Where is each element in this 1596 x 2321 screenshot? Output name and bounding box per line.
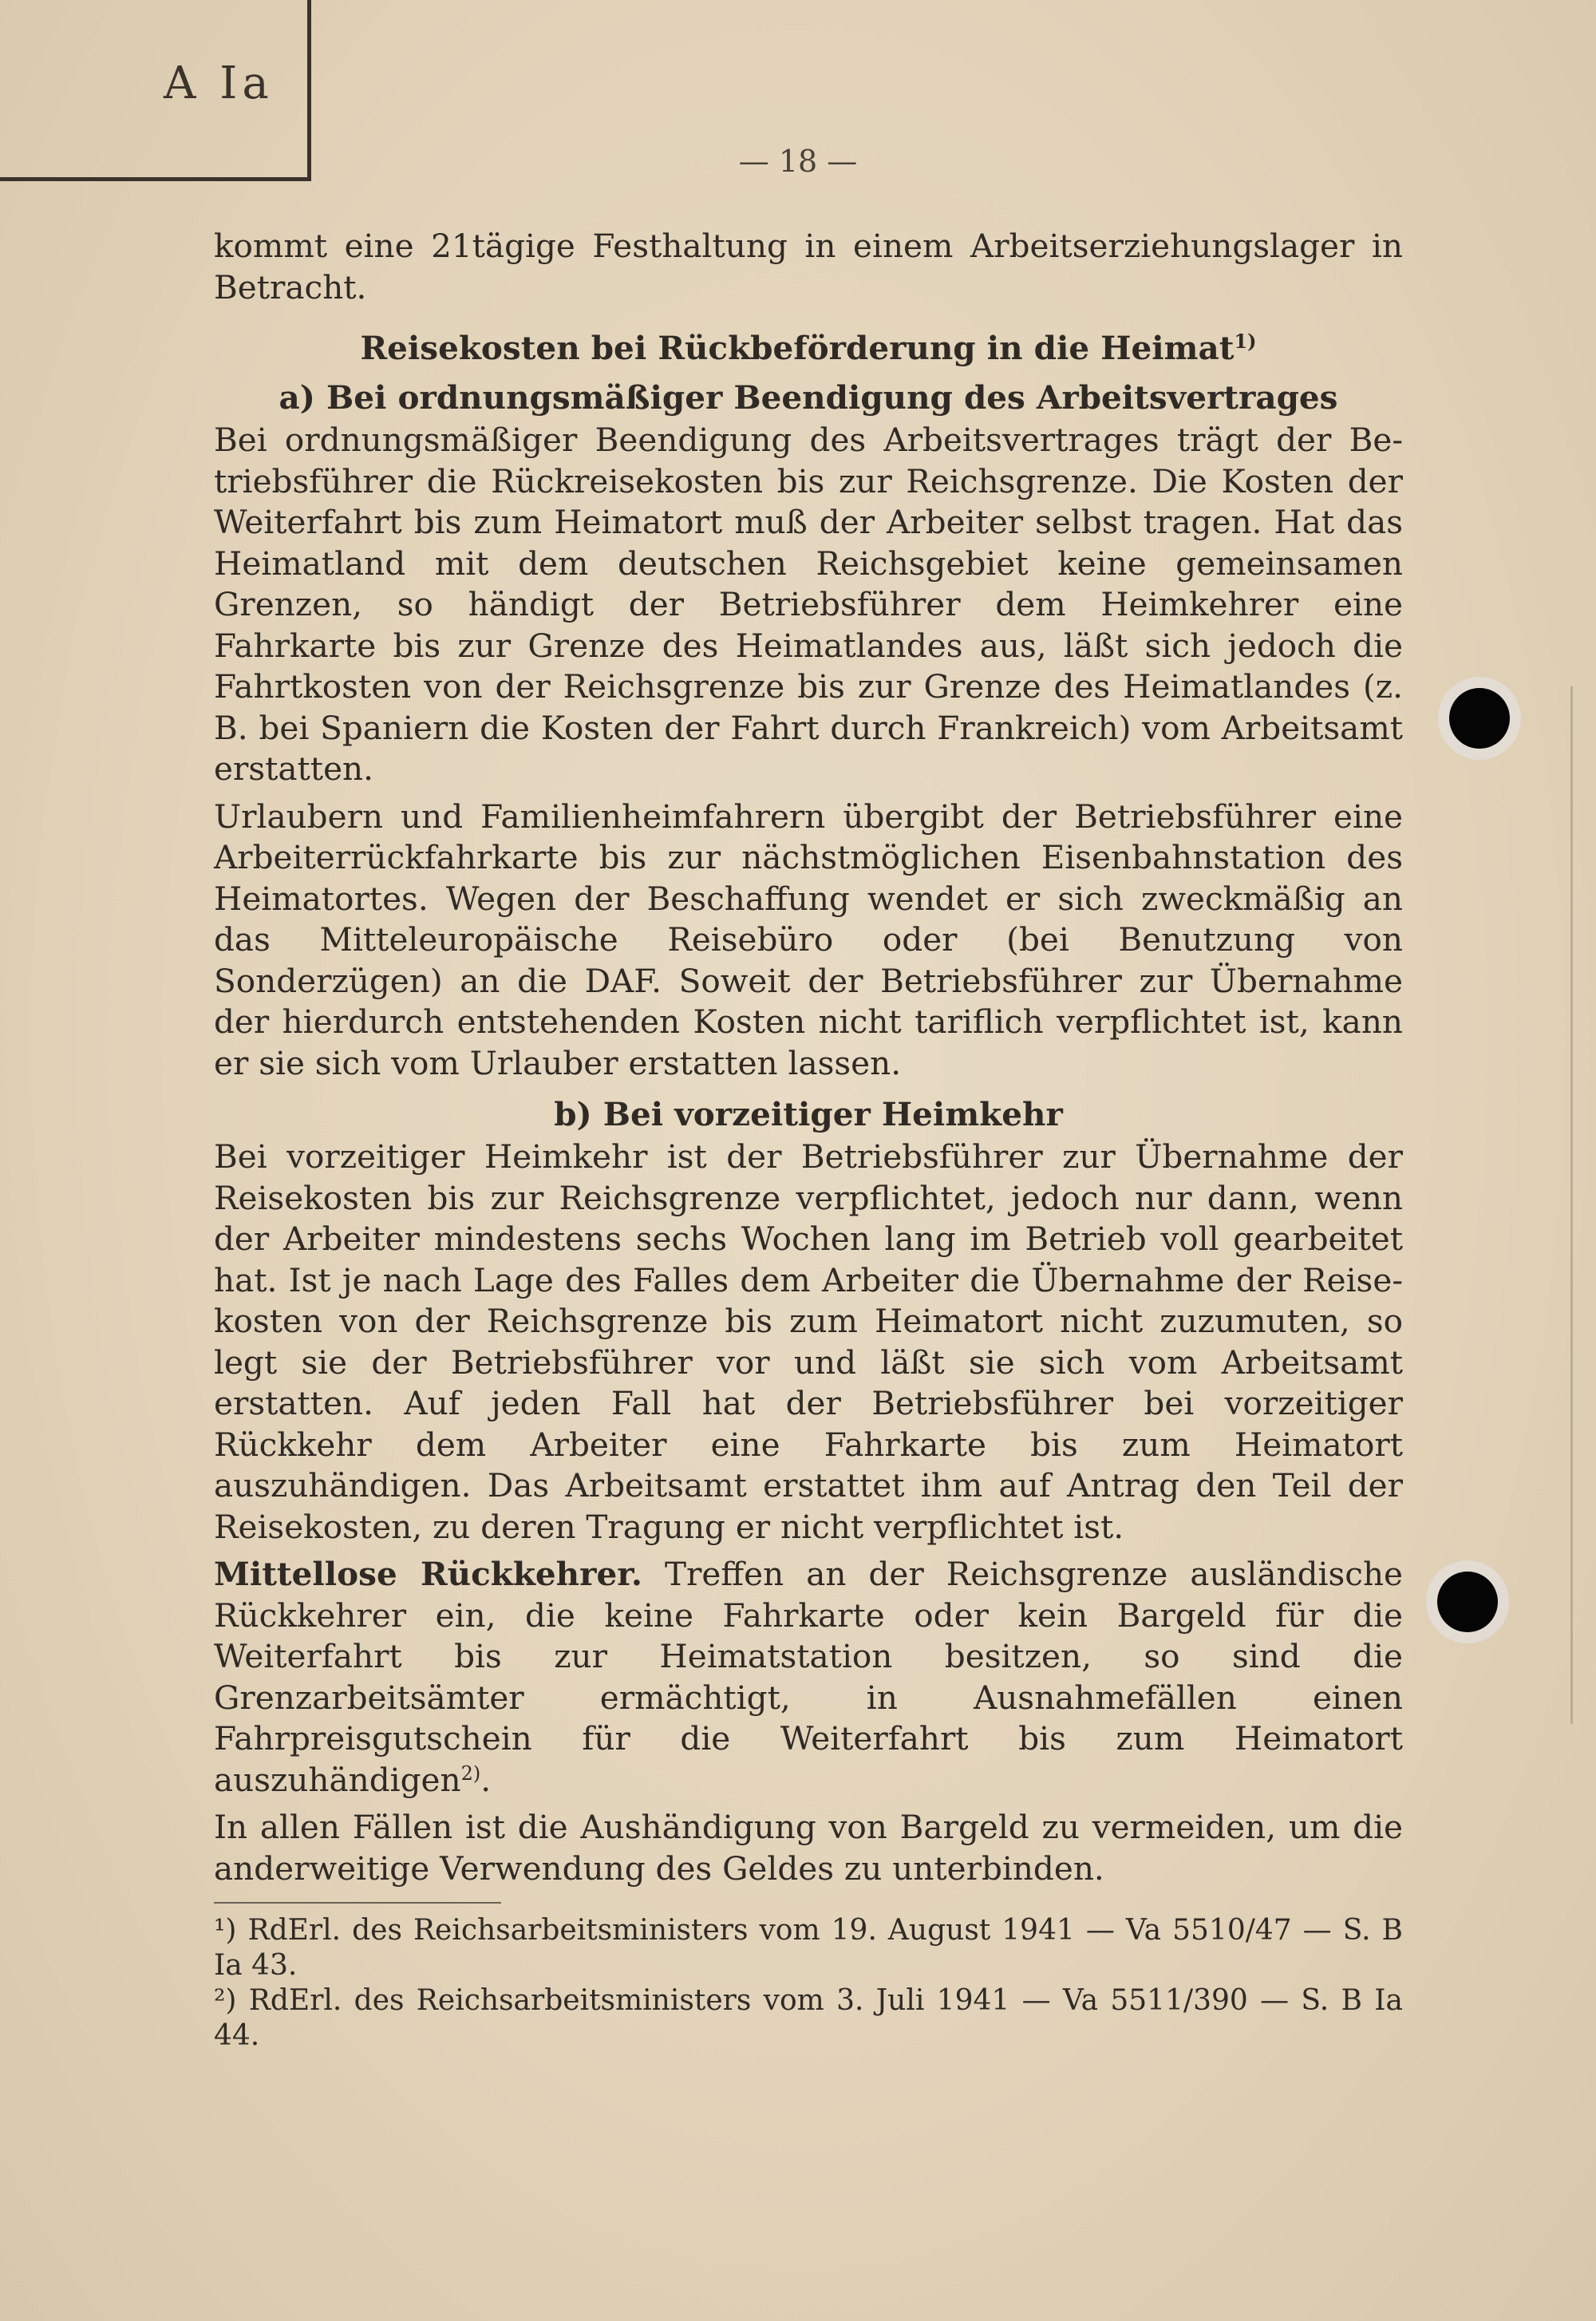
footnote-ref-2: 2) [460,1762,481,1785]
section-title-text: Reisekosten bei Rückbeförderung in die Heimat [360,329,1235,367]
section-title [214,326,1403,370]
mittellose-text: Treffen an der Reichsgrenze ausländische Rückkehrer ein, die keine Fahrkarte oder kein Bargeld für die Weiterfahrt bis zur Heimatstation besitzen, so sind die Grenzarbeitsämter ermächtigt, in Ausnahmefällen einen Fahrpreisgutschein für die Weiterfahrt bis zum Heimatort auszuhändigen [214,1555,1404,1799]
footnote-1: ¹) RdErl. des Reichsarbeitsministers vom 19. August 1941 — Va 5510/47 — S. B Ia 43. [214,1914,1403,1982]
punch-hole-lower [1437,1572,1498,1632]
page-body [214,226,1403,2054]
mittellose-end: . [480,1760,492,1799]
mittellose-lead: Mittellose Rückkehrer. [214,1555,642,1593]
closing-paragraph: In allen Fällen ist die Aushändigung von Bargeld zu vermeiden, um die anderweitige Verwendung des Geldes zu unterbinden. [214,1808,1403,1888]
mittellose-paragraph [214,1554,1403,1801]
page-number: — 18 — [738,144,858,179]
section-marker: A Ia [164,57,274,109]
subsection-a-paragraph-1: Bei ordnungsmäßiger Beendigung des Arbeitsvertrages trägt der Betriebsführer die Rückreisekosten bis zur Reichsgrenze. Die Kosten der Weiterfahrt bis zum Heimatort muß der Arbeiter selbst tragen. Hat das Heimatland mit dem deutschen Reichsgebiet keine gemeinsamen Grenzen, so händigt der Betriebsführer dem Heimkehrer eine Fahrkarte bis zur Grenze des Heimatlandes aus, läßt sich jedoch die Fahrtkosten von der Reichsgrenze bis zur Grenze des Heimatlandes (z. B. bei Spaniern die Kosten der Fahrt durch Frankreich) vom Arbeitsamt erstatten. [214,421,1403,788]
subsection-b-heading: b) Bei vorzeitiger Heimkehr [554,1095,1063,1133]
subsection-b-paragraph: Bei vorzeitiger Heimkehr ist der Betriebsführer zur Übernahme der Reisekosten bis zur Reichsgrenze verpflichtet, jedoch nur dann, wenn der Arbeiter mindestens sechs Wochen lang im Betrieb voll gearbeitet hat. Ist je nach Lage des Falles dem Arbeiter die Übernahme der Reisekosten von der Reichsgrenze bis zum Heimatort nicht zuzumuten, so legt sie der Betriebsführer vor und läßt sie sich vom Arbeitsamt erstatten. Auf jeden Fall hat der Betriebsführer bei vorzeitiger Rückkehr dem Arbeiter eine Fahrkarte bis zum Heimatort auszuhändigen. Das Arbeitsamt erstattet ihm auf Antrag den Teil der Reisekosten, zu deren Tragung er nicht verpflichtet ist. [214,1137,1403,1546]
footnotes [214,1913,1403,2054]
page-edge-shadow [1570,686,1573,1724]
punch-hole-upper [1449,688,1510,749]
footnote-ref-1: 1) [1234,330,1257,353]
subsection-a-paragraph-2: Urlaubern und Familienheimfahrern übergibt der Betriebsführer eine Arbeiterrückfahrkarte bis zur nächstmöglichen Eisenbahnstation des Heimatortes. Wegen der Beschaffung wendet er sich zweckmäßig an das Mitteleuropäische Reisebüro oder (bei Benutzung von Sonderzügen) an die DAF. Soweit der Betriebsführer zur Übernahme der hierdurch entstehenden Kosten nicht tariflich verpflichtet ist, kann er sie sich vom Urlauber erstatten lassen. [214,797,1403,1082]
footnote-2: ²) RdErl. des Reichsarbeitsministers vom 3. Juli 1941 — Va 5511/390 — S. B Ia 44. [214,1984,1403,2052]
footnote-rule [214,1902,501,1904]
subsection-a-heading: a) Bei ordnungsmäßiger Beendigung des Arbeitsvertrages [279,378,1338,417]
intro-paragraph: kommt eine 21tägige Festhaltung in einem Arbeitserziehungslager in Betracht. [214,227,1403,306]
